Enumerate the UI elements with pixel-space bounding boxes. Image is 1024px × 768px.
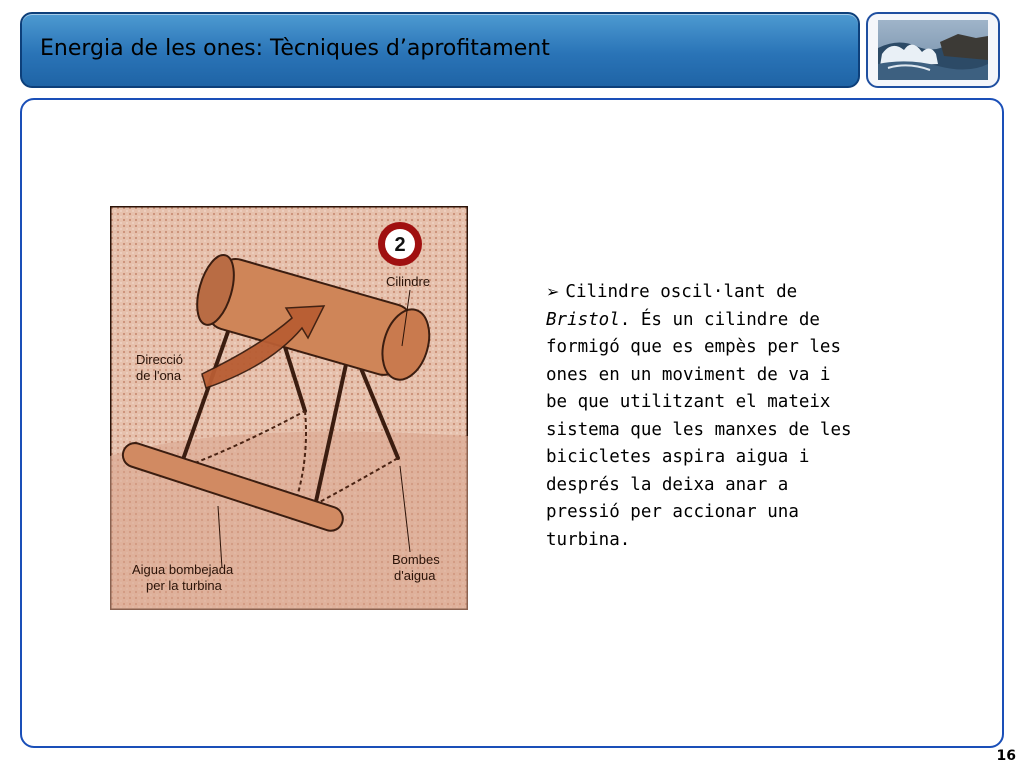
title-bar [20,12,860,88]
ocean-waves-photo-icon [878,20,988,80]
label-pumped-water-2: per la turbina [146,578,222,593]
label-pumped-water-1: Aigua bombejada [132,562,234,577]
page-title: Energia de les ones: Tècniques d’aprofitament [40,36,550,61]
bristol-cylinder-diagram [110,206,468,610]
label-water-pumps-1: Bombes [392,552,440,567]
diagram-badge-number: 2 [394,234,406,256]
description-paragraph: ➢ Cilindre oscil·lant de Bristol. És un cilindre de formigó que es empès per les ones en un moviment de va i be que utilitzant el mateix sistema que les manxes de les bicicletes aspira aigua i després la deixa anar a pressió per accionar una turbina. [546,282,852,550]
page-number: 16 [996,748,1016,764]
label-wave-direction-1: Direcció [136,352,183,367]
arrow-bullet-icon: ➢ [546,282,560,301]
header-thumbnail [866,12,1000,88]
label-cylinder: Cilindre [386,274,431,289]
label-wave-direction-2: de l'ona [136,368,182,383]
label-water-pumps-2: d'aigua [394,568,436,583]
